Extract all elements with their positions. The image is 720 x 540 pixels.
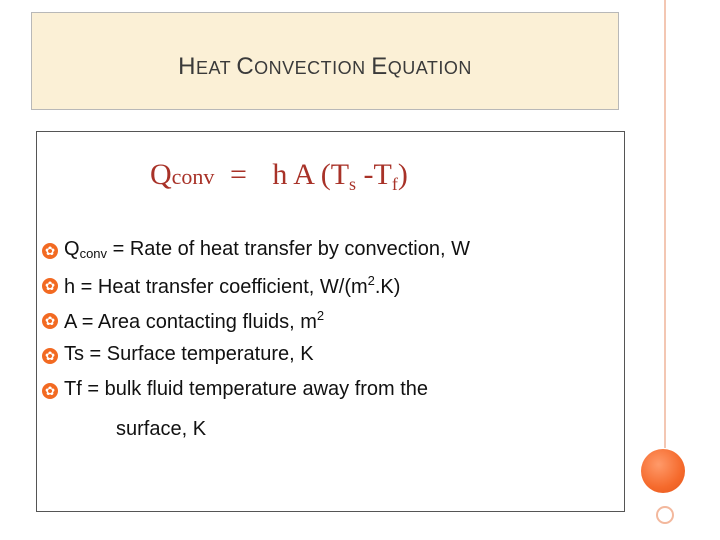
eq-equals: = <box>229 158 247 191</box>
decorative-vertical-line <box>664 0 666 448</box>
gear-bullet-icon: ✿ <box>42 383 58 399</box>
eq-q: Q <box>150 158 172 191</box>
title-box <box>31 12 619 110</box>
eq-rhs: h A (T <box>272 158 350 191</box>
slide-title: HEAT CONVECTION EQUATION <box>178 53 472 80</box>
eq-minus: -T <box>356 158 392 191</box>
gear-bullet-icon: ✿ <box>42 278 58 294</box>
eq-s-subscript: s <box>349 174 357 194</box>
eq-close: ) <box>397 158 408 191</box>
gear-bullet-icon: ✿ <box>42 313 58 329</box>
convection-equation <box>150 158 408 195</box>
gear-bullet-icon: ✿ <box>42 243 58 259</box>
list-item-continuation: surface, K <box>116 418 207 440</box>
gear-bullet-icon: ✿ <box>42 348 58 364</box>
decorative-ring <box>656 506 674 524</box>
eq-f-subscript: f <box>391 174 398 194</box>
decorative-orange-circle <box>641 449 685 493</box>
eq-q-subscript: conv <box>171 164 215 189</box>
